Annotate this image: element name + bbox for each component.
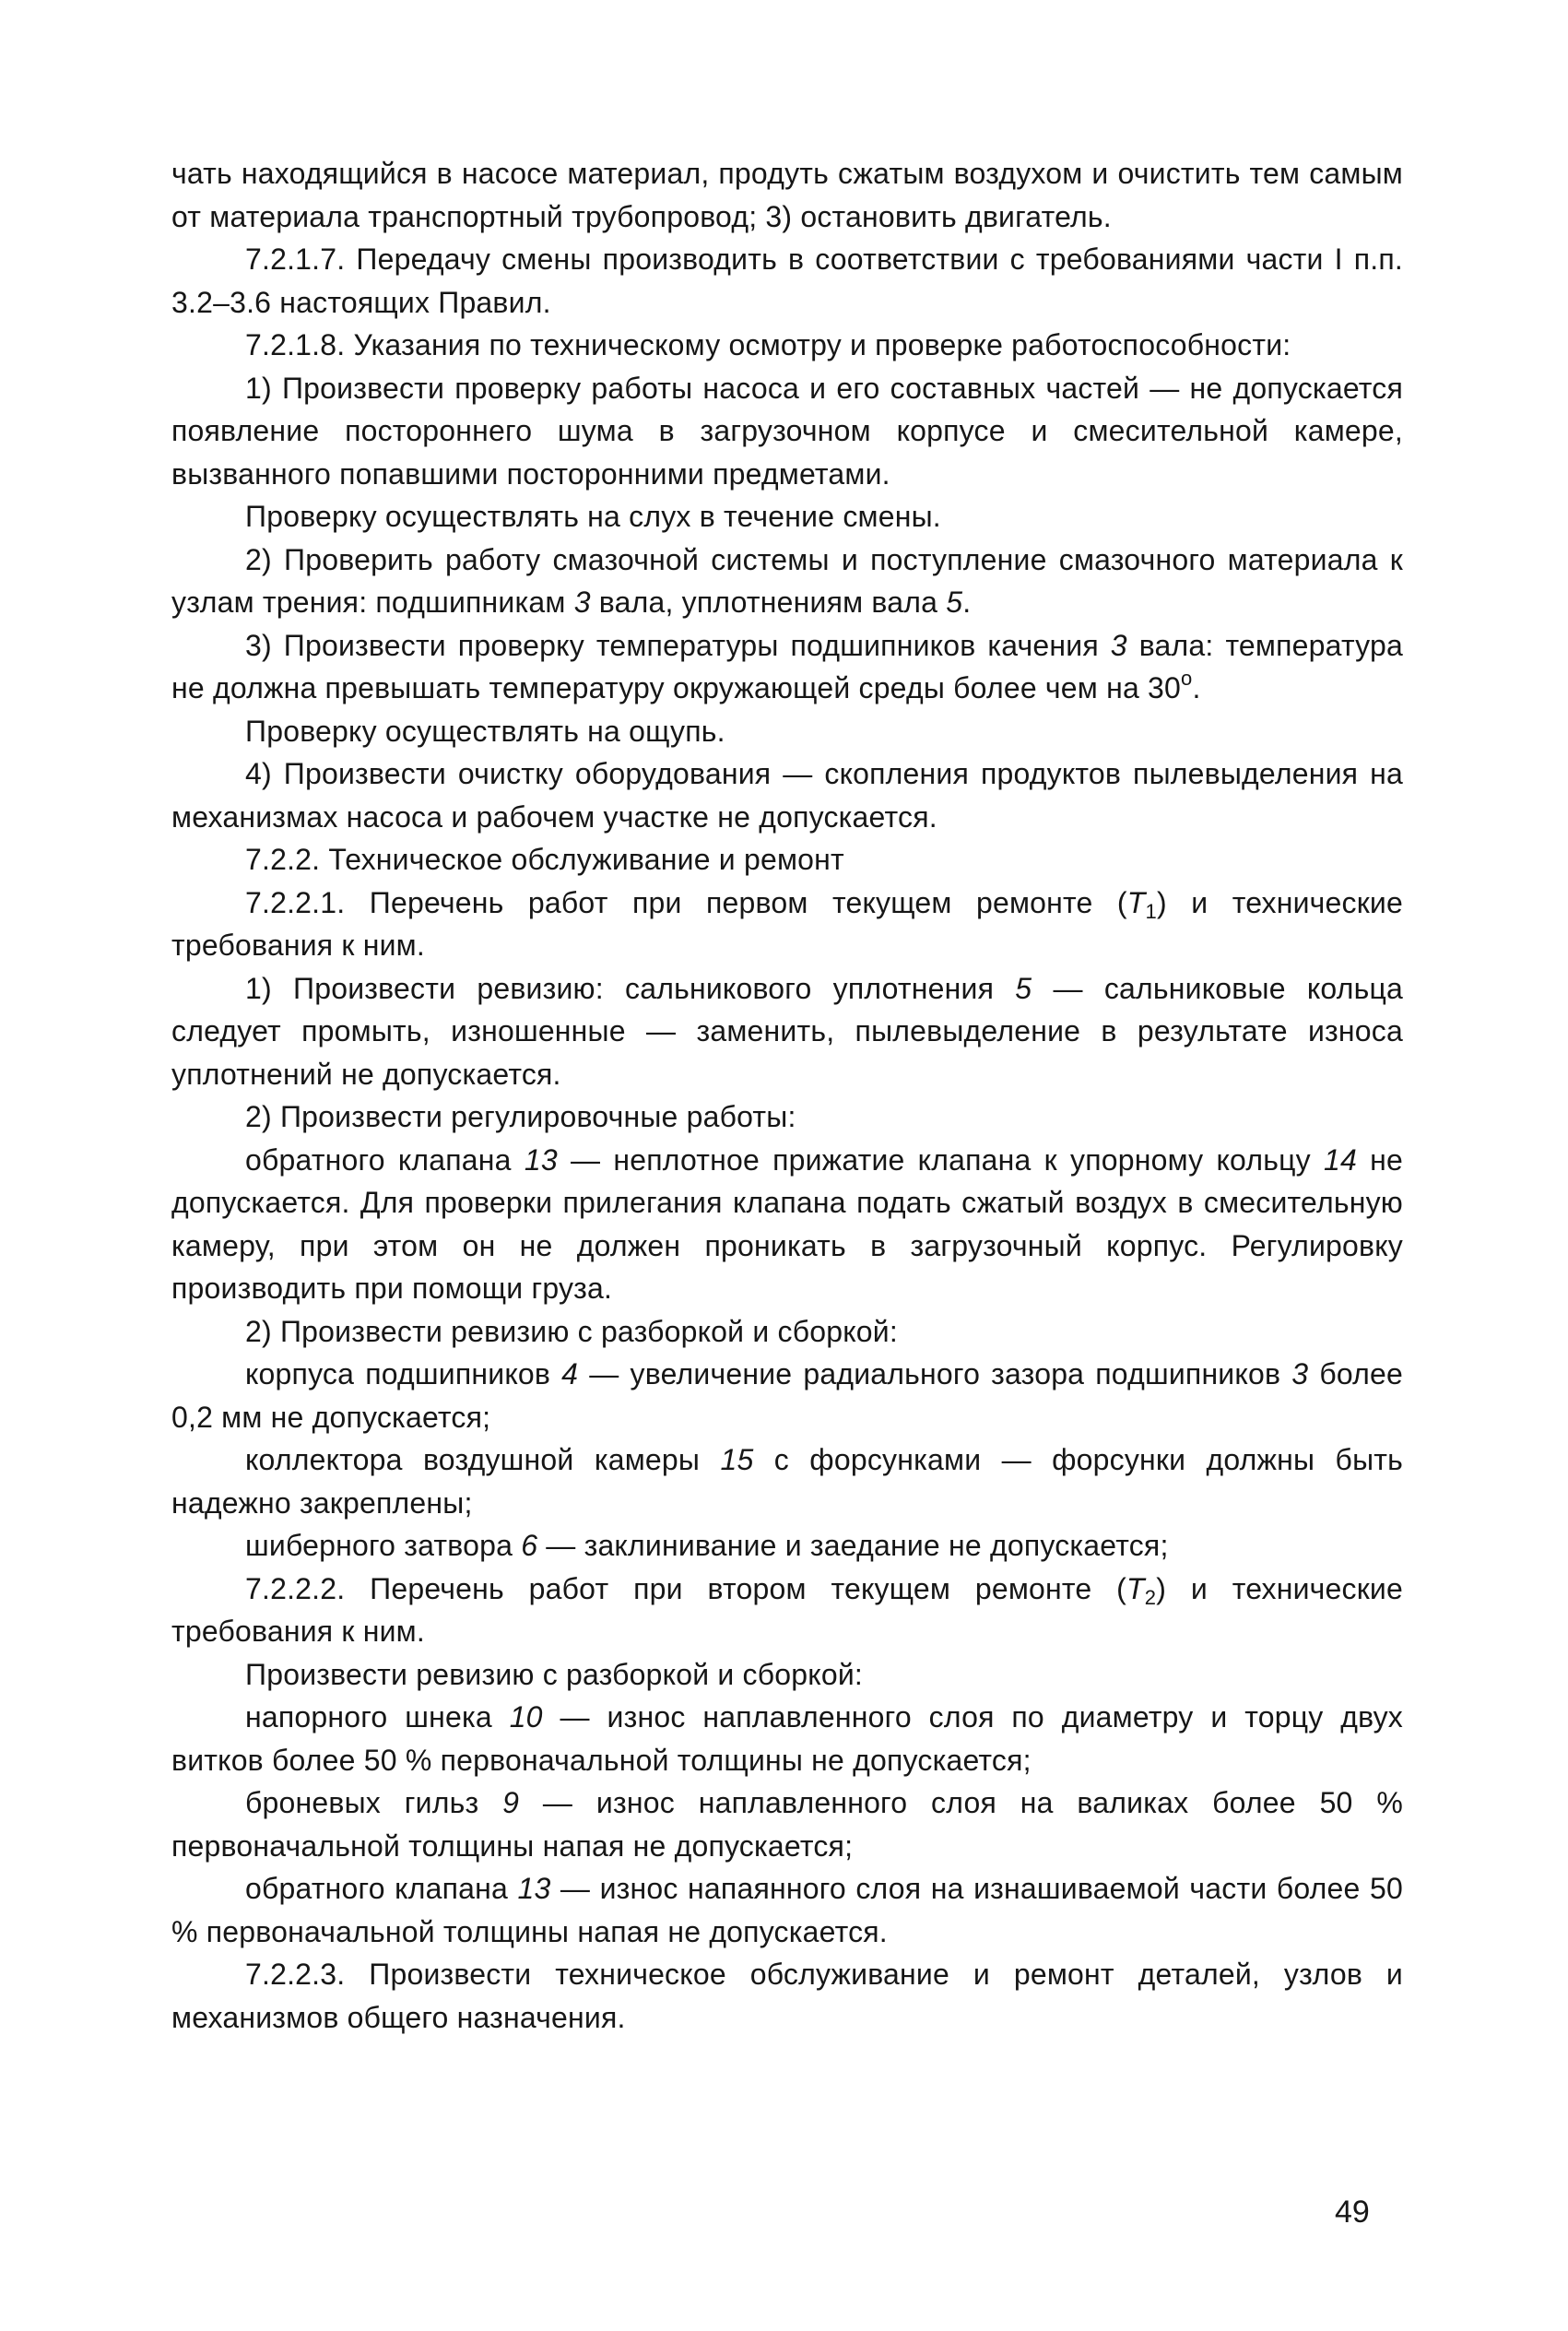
paragraph xyxy=(171,1568,1403,1653)
paragraph xyxy=(171,238,1403,324)
paragraph xyxy=(171,1438,1403,1524)
paragraph xyxy=(171,1867,1403,1953)
text-run: коллектора воздушной камеры xyxy=(245,1443,721,1476)
text-run: ) и технические требования к ним. xyxy=(171,1571,1404,1648)
text-run: — износ наплавленного слоя на валиках более 50 % первоначальной толщины напая не допускается; xyxy=(171,1786,1403,1863)
text-run: не допускается. Для проверки прилегания клапана подать сжатый воздух в смесительную камеру, при этом он не должен проникать в загрузочный корпус. Регулировку производить при помощи груза. xyxy=(171,1142,1403,1305)
subscript: 2 xyxy=(1144,1585,1157,1609)
text-run: шиберного затвора xyxy=(245,1529,522,1562)
text-run: ) и технические требования к ним. xyxy=(171,885,1404,962)
paragraph xyxy=(171,367,1403,496)
subscript: 1 xyxy=(1145,899,1157,923)
paragraph xyxy=(171,1095,1403,1139)
text-run: — увеличение радиального зазора подшипников xyxy=(578,1357,1292,1390)
paragraph xyxy=(171,710,1403,753)
reference-number: 6 xyxy=(521,1529,538,1562)
text-run: . xyxy=(1192,671,1201,704)
reference-number: 10 xyxy=(509,1700,543,1733)
text-run: вала, уплотнениям вала xyxy=(590,586,947,619)
superscript: о xyxy=(1181,667,1193,690)
reference-number: 5 xyxy=(946,586,963,619)
text-run: 7.2.2. Техническое обслуживание и ремонт xyxy=(245,843,844,876)
paragraph xyxy=(171,495,1403,538)
text-run: 2) Произвести регулировочные работы: xyxy=(245,1100,796,1133)
paragraph xyxy=(171,752,1403,838)
text-run: — заклинивание и заедание не допускается; xyxy=(537,1529,1169,1562)
text-run: 7.2.2.2. Перечень работ при втором текущем ремонте ( xyxy=(245,1571,1127,1605)
text-run: — сальниковые кольца следует промыть, изношенные — заменить, пылевыделение в результате износа уплотнений не допускается. xyxy=(171,971,1403,1091)
reference-number: 9 xyxy=(502,1786,520,1819)
paragraph xyxy=(171,967,1403,1096)
paragraph xyxy=(171,1781,1403,1867)
reference-number: 3 xyxy=(1291,1357,1309,1390)
text-run: броневых гильз xyxy=(245,1786,503,1819)
text-run: чать находящийся в насосе материал, продуть сжатым воздухом и очистить тем самым от материала транспортный трубопровод; 3) остановить двигатель. xyxy=(171,157,1403,233)
paragraph xyxy=(171,538,1403,624)
reference-number: 5 xyxy=(1015,971,1032,1005)
paragraph xyxy=(171,1953,1403,2039)
text-run: 7.2.1.7. Передачу смены производить в соответствии с требованиями части I п.п. 3.2–3.6 настоящих Правил. xyxy=(171,243,1403,319)
text-run: 7.2.2.1. Перечень работ при первом текущем ремонте ( xyxy=(245,885,1127,919)
paragraph xyxy=(171,838,1403,882)
text-run: — неплотное прижатие клапана к упорному кольцу xyxy=(557,1142,1324,1177)
text-run: 7.2.2.3. Произвести техническое обслуживание и ремонт деталей, узлов и механизмов общего назначения. xyxy=(171,1958,1403,2034)
text-run: корпуса подшипников xyxy=(245,1357,562,1390)
reference-number: 4 xyxy=(561,1357,579,1390)
text-run: 1) Произвести ревизию: сальникового уплотнения xyxy=(245,971,1016,1005)
paragraph xyxy=(171,324,1403,367)
text-run: 7.2.1.8. Указания по техническому осмотру и проверке работоспособности: xyxy=(245,328,1291,361)
document-body xyxy=(171,152,1403,2039)
text-run: Проверку осуществлять на слух в течение смены. xyxy=(245,500,941,533)
reference-number: 15 xyxy=(720,1443,754,1476)
text-run: напорного шнека xyxy=(245,1700,510,1733)
text-run: вала: температура не должна превышать температуру окружающей среды более чем на 30 xyxy=(171,628,1403,704)
reference-number: Т xyxy=(1126,1571,1145,1605)
text-run: обратного клапана xyxy=(245,1142,525,1177)
paragraph xyxy=(171,1696,1403,1781)
text-run: Проверку осуществлять на ощупь. xyxy=(245,714,725,748)
paragraph xyxy=(171,1139,1403,1310)
text-run: обратного клапана xyxy=(245,1872,518,1905)
text-run: с форсунками — форсунки должны быть надежно закреплены; xyxy=(171,1443,1404,1520)
paragraph xyxy=(171,882,1403,967)
text-run: 1) Произвести проверку работы насоса и его составных частей — не допускается появление постороннего шума в загрузочном корпусе и смесительной камере, вызванного попавшими посторонними предметами. xyxy=(171,371,1403,491)
paragraph xyxy=(171,1524,1403,1568)
reference-number: Т xyxy=(1126,885,1146,919)
reference-number: 3 xyxy=(573,586,591,619)
paragraph xyxy=(171,624,1403,710)
text-run: 2) Проверить работу смазочной системы и поступление смазочного материала к узлам трения: подшипникам xyxy=(171,542,1403,619)
reference-number: 13 xyxy=(517,1872,551,1905)
paragraph xyxy=(171,1310,1403,1354)
text-run: более 0,2 мм не допускается; xyxy=(171,1357,1404,1434)
text-run: — износ напаянного слоя на изнашиваемой части более 50 % первоначальной толщины напая не допускается. xyxy=(171,1872,1403,1948)
paragraph xyxy=(171,152,1403,238)
text-run: 4) Произвести очистку оборудования — скопления продуктов пылевыделения на механизмах насоса и рабочем участке не допускается. xyxy=(171,757,1403,834)
reference-number: 3 xyxy=(1110,628,1127,662)
paragraph xyxy=(171,1653,1403,1697)
text-run: Произвести ревизию с разборкой и сборкой: xyxy=(245,1657,863,1691)
reference-number: 13 xyxy=(524,1142,558,1177)
paragraph xyxy=(171,1353,1403,1438)
reference-number: 14 xyxy=(1323,1142,1357,1177)
text-run: 2) Произвести ревизию с разборкой и сборкой: xyxy=(245,1314,898,1348)
text-run: 3) Произвести проверку температуры подшипников качения xyxy=(245,628,1111,662)
text-run: — износ наплавленного слоя по диаметру и торцу двух витков более 50 % первоначальной толщины не допускается; xyxy=(171,1700,1403,1777)
text-run: . xyxy=(962,586,972,619)
page-number: 49 xyxy=(1335,2195,1370,2230)
